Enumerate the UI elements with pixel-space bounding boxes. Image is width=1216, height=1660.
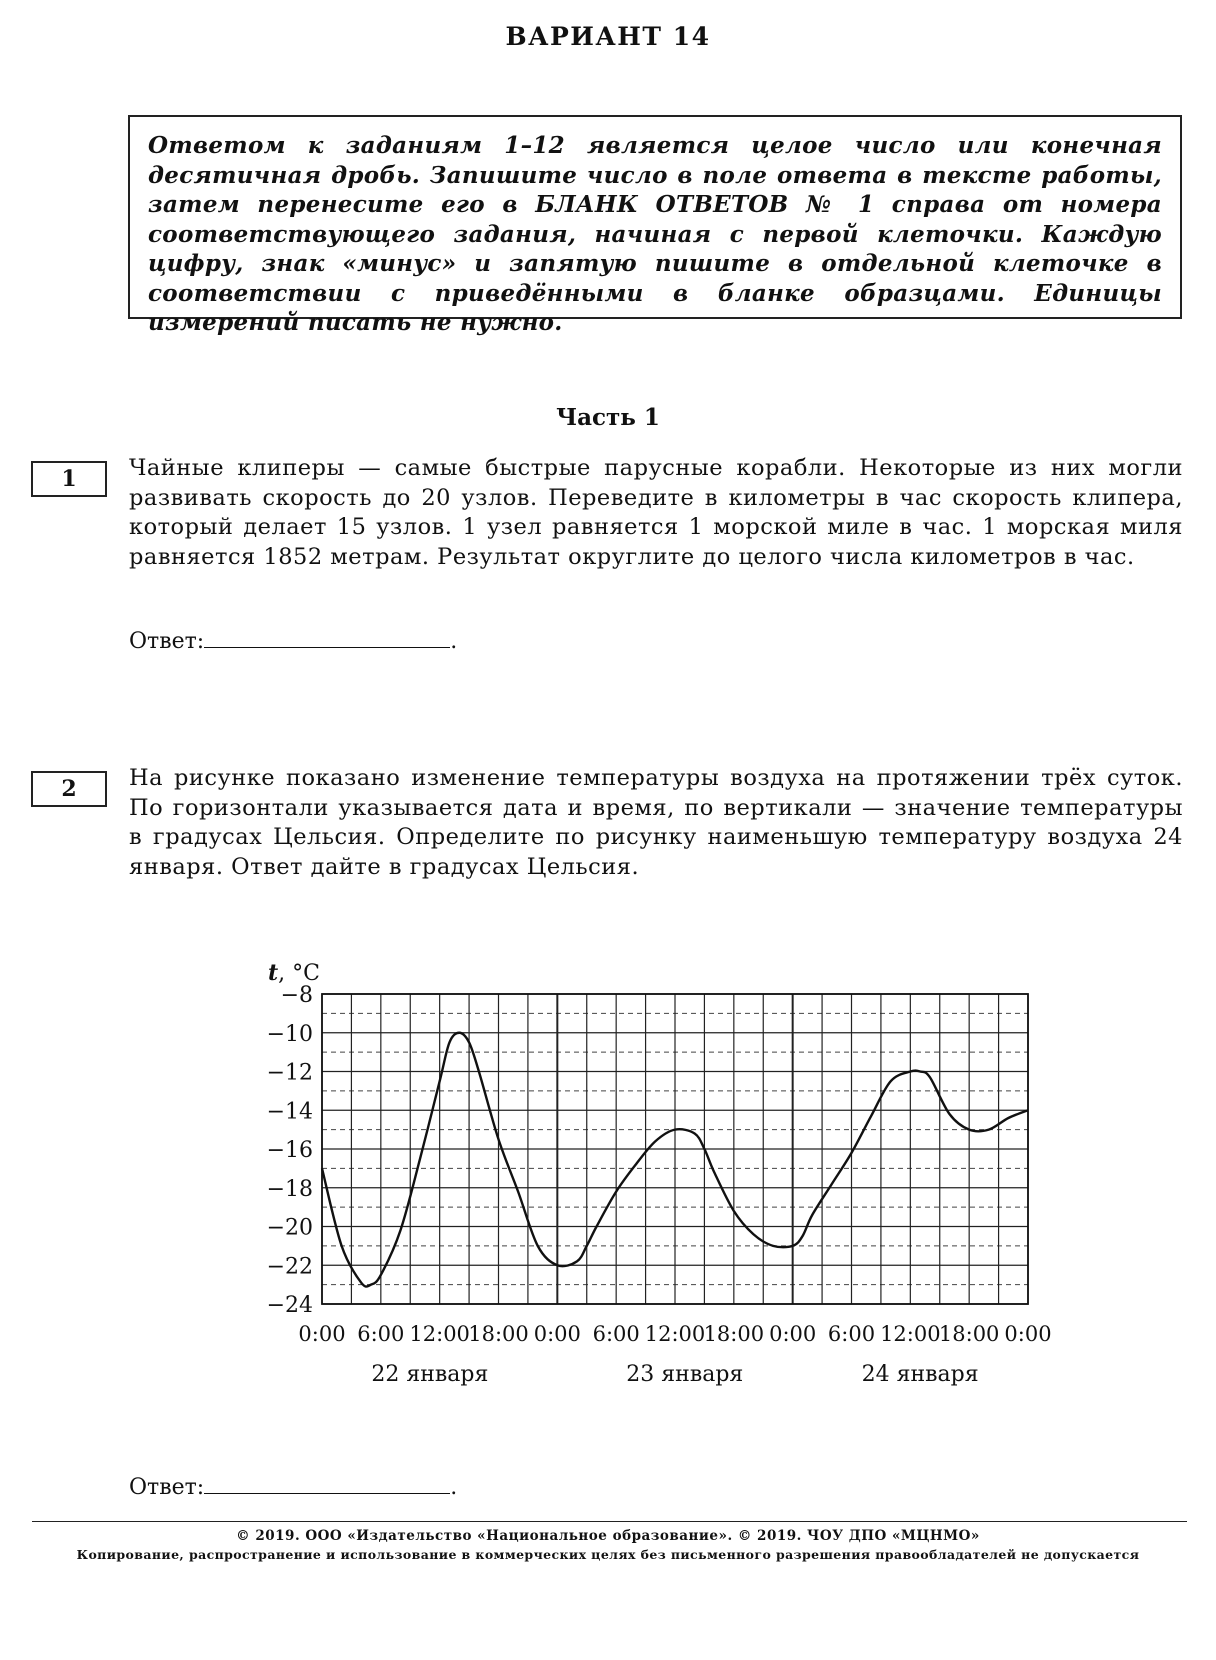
y-tick-label: −20 (266, 1215, 313, 1241)
answer-line[interactable] (204, 1473, 450, 1494)
y-tick-label: −16 (266, 1138, 313, 1163)
task-1-number: 1 (31, 461, 107, 497)
day-label: 24 января (861, 1362, 979, 1387)
page-title: ВАРИАНТ 14 (505, 22, 711, 51)
x-tick-label: 6:00 (357, 1322, 405, 1346)
x-tick-label: 0:00 (1004, 1322, 1052, 1346)
day-label: 22 января (371, 1362, 489, 1387)
x-tick-label: 12:00 (644, 1322, 706, 1346)
x-tick-label: 0:00 (298, 1322, 346, 1346)
y-tick-label: −18 (266, 1176, 313, 1202)
task-2-number: 2 (31, 771, 107, 807)
x-tick-label: 6:00 (827, 1322, 876, 1346)
day-label: 23 января (626, 1362, 744, 1387)
x-tick-label: 18:00 (938, 1322, 1000, 1346)
temperature-chart (0, 930, 1216, 1390)
y-axis-label: t, °C (268, 960, 320, 986)
x-tick-label: 0:00 (769, 1322, 817, 1346)
y-tick-label: −14 (266, 1099, 313, 1125)
answer-label: Ответ: (129, 1475, 205, 1500)
answer-label: Ответ: (129, 629, 205, 654)
x-tick-label: 12:00 (409, 1322, 470, 1346)
y-tick-label: −24 (266, 1293, 313, 1318)
footer-copyright: © 2019. ООО «Издательство «Национальное образование». © 2019. ЧОУ ДПО «МЦНМО» (236, 1528, 980, 1544)
answer-end: . (450, 629, 458, 654)
answer-end: . (450, 1475, 458, 1500)
y-tick-label: −12 (266, 1060, 313, 1086)
part-title: Часть 1 (556, 404, 660, 431)
task-1-text: Чайные клиперы — самые быстрые парусные корабли. Некоторые из них могли развивать скорость до 20 узлов. Переведите в километры в час скорость клипера, который делает 15 узлов. 1 узел равняется 1 морской миле в час. 1 морская миля равняется 1852 метрам. Результат округлите до целого числа километров в час. (129, 455, 1183, 570)
footer-divider (32, 1521, 1187, 1522)
y-tick-label: −8 (280, 983, 313, 1008)
answer-line[interactable] (204, 627, 450, 648)
instructions-box (128, 115, 1182, 336)
y-tick-label: −22 (266, 1254, 313, 1280)
x-tick-label: 12:00 (880, 1322, 941, 1346)
x-tick-label: 18:00 (468, 1322, 529, 1346)
chart-grid (322, 994, 1028, 1304)
x-tick-label: 18:00 (703, 1322, 765, 1346)
task-1-answer (129, 627, 457, 654)
x-tick-label: 0:00 (533, 1322, 581, 1346)
footer-notice: Копирование, распространение и использование в коммерческих целях без письменного разрешения правообладателей не допускается (76, 1547, 1140, 1562)
chart-labels (267, 960, 1052, 1387)
task-2-text: На рисунке показано изменение температуры воздуха на протяжении трёх суток. По горизонтали указывается дата и время, по вертикали — значение температуры в градусах Цельсия. Определите по рисунку наименьшую температуру воздуха 24 января. Ответ дайте в градусах Цельсия. (129, 765, 1183, 880)
x-tick-label: 6:00 (592, 1322, 640, 1346)
y-tick-label: −10 (266, 1021, 313, 1047)
task-2-answer (129, 1473, 457, 1500)
instructions-text: Ответом к заданиям 1–12 является целое число или конечная десятичная дробь. Запишите число в поле ответа в тексте работы, затем перенесите его в БЛАНК ОТВЕТОВ № 1 справа от номера соответствующего задания, начиная с первой клеточки. Каждую цифру, знак «минус» и запятую пишите в отдельной клеточке в соответствии с приведёнными в бланке образцами. Единицы измерений писать не нужно. (148, 132, 1162, 336)
